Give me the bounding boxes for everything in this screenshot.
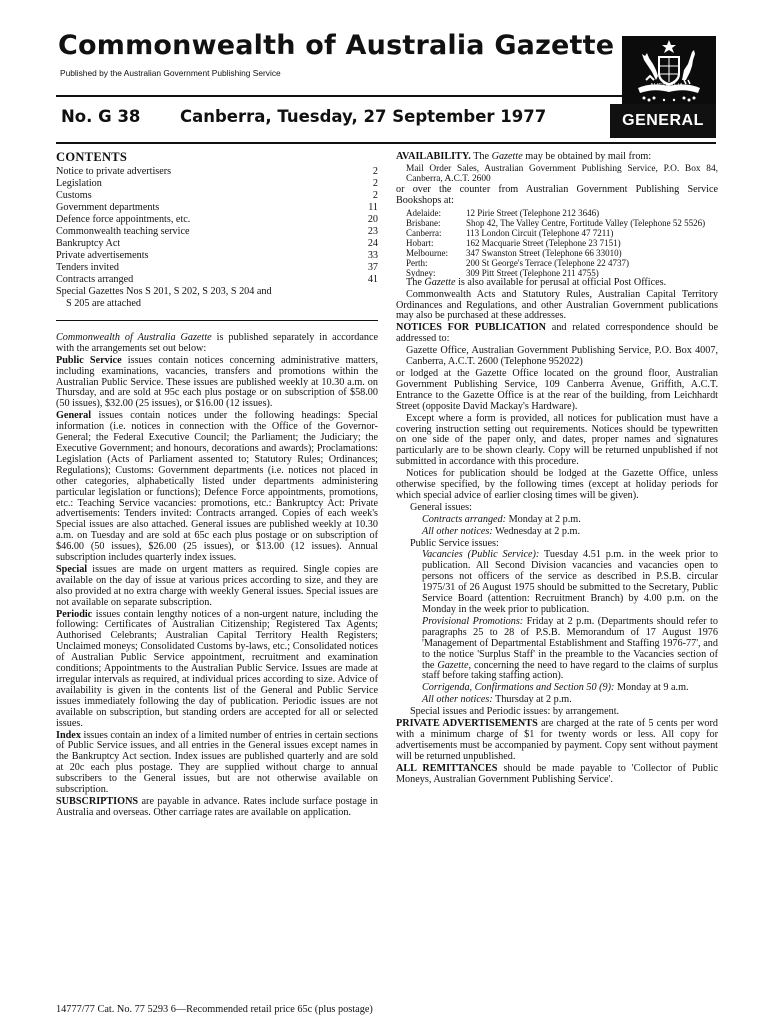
contents-item: Contracts arranged 41 — [56, 273, 378, 285]
corrigenda-deadline: Corrigenda, Confirmations and Section 50 (9): Monday at 9 a.m. — [422, 682, 689, 694]
special-paragraph: Special issues are made on urgent matters as required. Single copies are available on the day of issue at various prices according to size, and they are also provided at no extra charge with weekly General issues. Special issues are not available on separate subscription. — [56, 563, 378, 608]
gazette-title: Commonwealth of Australia Gazette — [58, 30, 615, 61]
intro-paragraph: Commonwealth of Australia Gazette is published separately in accordance with the arrangements set out below: — [56, 331, 378, 354]
remittances-paragraph: ALL REMITTANCES should be made payable to 'Collector of Public Moneys, Australian Government Publishing Service'. — [396, 762, 719, 785]
issue-date: Canberra, Tuesday, 27 September 1977 — [180, 107, 547, 126]
issue-bar — [56, 104, 716, 138]
lodge-times-paragraph: Notices for publication should be lodged at the Gazette Office, unless otherwise specified, by the following times (except at holiday periods for which special advice of earlier closing times will be given). — [396, 468, 718, 501]
counter-paragraph: or over the counter from Australian Government Publishing Service Bookshops at: — [396, 183, 718, 206]
general-paragraph: General issues contain notices under the following headings: Special information (i.e. notices in connection with the Office of the Governor-General; the Federal Executive Council; the Parliament; the Judiciary; the Executive Government; and honours, decorations and awards); Proclamations: Legislation (Acts of Parliament assented to; Statutory Rules; Ordinances; Regulations); Customs: Government departments (i.e. notices not placed in other categories, alphabetically listed under departments administering particular legislation or functions); Defence Force appointments, promotions, etc.: Teaching Service vacancies: promotions, etc.: Bankruptcy Act: Private advertisements: Tenders invited: Contracts arranged. Copies of each week's Special issues are also attached. General issues are published weekly at 10.30 a.m. on Tuesday and are sold at 65c each plus postage or on subscription of $46.00 (50 issues), $26.00 (25 issues), or $13.00 (12 issues). Annual subscription includes quarterly index issues. — [56, 410, 378, 564]
masthead — [56, 30, 716, 92]
periodic-paragraph: Periodic issues contain lengthy notices of a non-urgent nature, including the following: Certificates of Australian Citizenship; Registered Tax Agents; Authorised Celebrants; Australian Capital Territory Health Registers; Unclaimed moneys; Consolidated Customs by-laws, etc.; Consolidated notices of Australian Public Service appointment, recruitment and examination conditions; Appointments to the Australian Public Service. Issues are made at irregular intervals as required, at individual prices according to size. Advice of availability is given in the contents list of the General and Public Service issues immediately following the day of publication. Periodic issues are not available on subscription, but standing orders are accepted for all or selected issues. — [56, 608, 378, 729]
index-paragraph: Index issues contain an index of a limited number of entries in certain sections of Public Service issues, and all entries in the General issues except names in the Bankruptcy Act section. Index issues are published quarterly and are sold at 20c each plus postage. They are supplied without charge to annual subscribers to the General issues, but are not otherwise available on subscription. — [56, 729, 378, 796]
bookshop-row: Sydney: 309 Pitt Street (Telephone 211 4755) — [406, 267, 599, 278]
bookshop-row: Hobart: 162 Macquarie Street (Telephone 23 7151) — [406, 237, 621, 248]
perusal-paragraph: The Gazette is also available for perusal at official Post Offices. — [406, 276, 667, 288]
publisher-line: Published by the Australian Government Publishing Service — [60, 68, 281, 78]
section-divider — [56, 320, 378, 321]
crest-scroll-label: AUSTRALIA — [650, 83, 684, 89]
left-column — [56, 152, 378, 820]
contents-item: Notice to private advertisers 2 — [56, 165, 378, 177]
contents-item: Legislation 2 — [56, 177, 378, 189]
contents-list — [56, 166, 378, 310]
bookshop-row: Adelaide: 12 Pirie Street (Telephone 212 3646) — [406, 207, 600, 218]
bookshop-row: Perth: 200 St George's Terrace (Telephone 22 4737) — [406, 257, 629, 268]
bookshop-row: Canberra: 113 London Circuit (Telephone 47 7211) — [406, 227, 614, 238]
contracts-deadline: Contracts arranged: Monday at 2 p.m. — [422, 513, 581, 525]
contents-heading: CONTENTS — [56, 150, 128, 164]
notices-paragraph: NOTICES FOR PUBLICATION and related correspondence should be addressed to: — [396, 322, 718, 345]
contents-item: Commonwealth teaching service 23 — [56, 225, 378, 237]
contents-special-gazettes: Special Gazettes Nos S 201, S 202, S 203, S 204 and — [56, 285, 272, 297]
availability-paragraph: AVAILABILITY. The Gazette may be obtained by mail from: — [396, 151, 652, 162]
subscriptions-paragraph: SUBSCRIPTIONS are payable in advance. Rates include surface postage in Australia and overseas. Other carriage rates are available on application. — [56, 795, 378, 818]
public-service-paragraph: Public Service issues contain notices concerning administrative matters, including examinations, vacancies, transfers and promotions within the Australian Public Service. These issues are published weekly at 10.30 a.m. on Thursday, and are sold at 95c each plus postage or on subscription of $58.00 (50 issues), $32.00 (25 issues), or $16.00 (12 issues). — [56, 354, 378, 410]
ps-other-deadline: All other notices: Thursday at 2 p.m. — [422, 694, 572, 706]
gazette-office-address: Gazette Office, Australian Government Publishing Service, P.O. Box 4007, Canberra, A.C.T. 2600 (Telephone 952022) — [406, 345, 718, 368]
issue-type-badge: GENERAL — [610, 104, 716, 138]
bookshop-list — [396, 208, 718, 278]
bookshop-row: Brisbane: Shop 42, The Valley Centre, Fortitude Valley (Telephone 52 5526) — [406, 217, 706, 228]
issue-number: No. G 38 — [61, 107, 141, 126]
masthead-rule — [56, 95, 622, 97]
vacancies-deadline: Vacancies (Public Service): Tuesday 4.51 p.m. in the week prior to publication. All Second Division vacancies and vacancies open to persons not officers of the service as described in P.S.B. circular 1975/31 of 26 August 1975 should be submitted to the Secretary, Public Service Board (attention: Recruitment Branch) by 4.00 p.m. on the Monday in the week prior to publication. — [422, 549, 718, 615]
contents-special-gazettes-cont: S 205 are attached — [66, 297, 141, 309]
lodged-paragraph: or lodged at the Gazette Office located on the ground floor, Australian Government Publishing Service, 109 Canberra Avenue, Griffith, A.C.T. Entrance to the Gazette Office is at the rear of the building, from Leichhardt Street (opposite David Mackay's Hardware). — [396, 367, 718, 412]
contents-item: Government departments 11 — [56, 201, 378, 213]
private-ads-paragraph: PRIVATE ADVERTISEMENTS are charged at the rate of 5 cents per word with a minimum charge of $1 for twenty words or less. All copy for advertisements must be accompanied by payment. Copy sent without payment will be returned unpublished. — [396, 718, 719, 762]
contents-item: Bankruptcy Act 24 — [56, 237, 378, 249]
mail-order-address: Mail Order Sales, Australian Government Publishing Service, P.O. Box 84, Canberra, A.C.T. 2600 — [406, 163, 718, 184]
contents-item: Tenders invited 37 — [56, 261, 378, 273]
special-periodic-note: Special issues and Periodic issues: by arrangement. — [410, 706, 620, 718]
ps-issues-label: Public Service issues: — [410, 537, 499, 549]
contents-item: Defence force appointments, etc. 20 — [56, 213, 378, 225]
contents-item: Private advertisements 33 — [56, 249, 378, 261]
bookshop-row: Melbourne: 347 Swanston Street (Telephone 66 33010) — [406, 247, 622, 258]
issue-rule — [56, 142, 716, 144]
contents-item: Customs 2 — [56, 189, 378, 201]
form-paragraph: Except where a form is provided, all notices for publication must have a covering instruction setting out requirements. Notices should be typewritten on one side of the paper only, and dates, proper names and signatures particularly are to be shown clearly. Copy will be returned unpublished if not submitted in accordance with this procedure. — [396, 412, 718, 468]
general-issues-label: General issues: — [410, 501, 472, 513]
provisional-deadline: Provisional Promotions: Friday at 2 p.m. (Departments should refer to paragraphs 25 to 28 of P.S.B. Memorandum of 17 August 1976 'Management of Departmental Establishment and Staffing 1976-77', and to the notice 'Surplus Staff' in the preamble to the Vacancies section of the Gazette, concerning the need to have regard to the claims of surplus staff before taking staffing action). — [422, 615, 718, 682]
acts-paragraph: Commonwealth Acts and Statutory Rules, Australian Capital Territory Ordinances and Regulations, and other Australian Government publications may also be purchased at these addresses. — [396, 288, 718, 322]
all-other-deadline: All other notices: Wednesday at 2 p.m. — [422, 525, 580, 537]
footer-catalogue-line: 14777/77 Cat. No. 77 5293 6—Recommended retail price 65c (plus postage) — [56, 1004, 373, 1015]
right-column — [396, 152, 718, 787]
